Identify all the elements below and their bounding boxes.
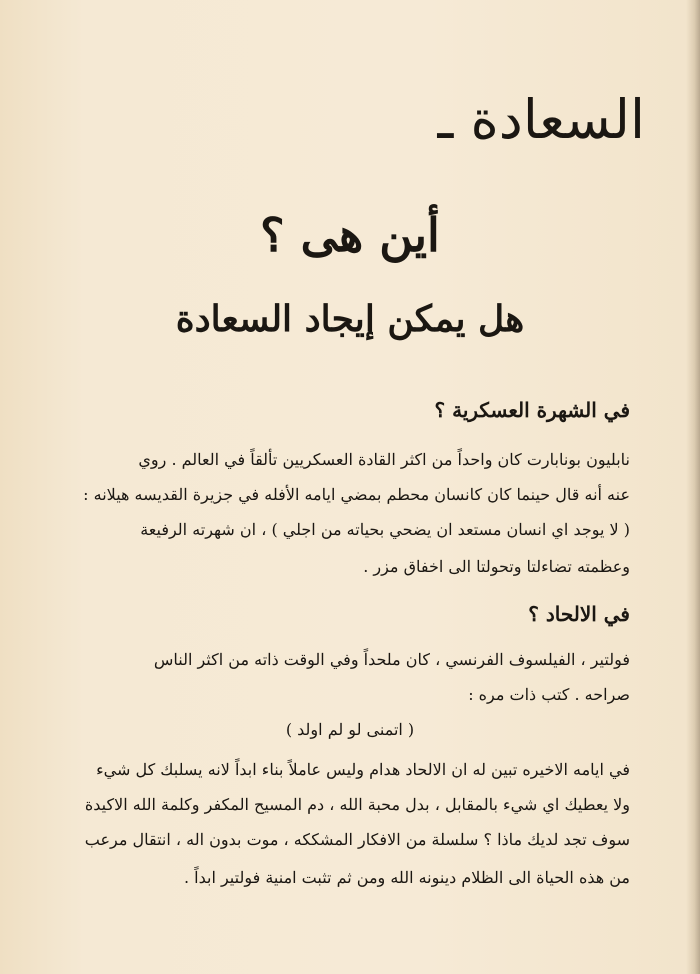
question-heading: أين هى ؟ <box>260 208 440 262</box>
paragraph-line: فولتير ، الفيلسوف الفرنسي ، كان ملحداً وفي الوقت ذاته من اكثر الناس <box>153 650 630 669</box>
paragraph-line: في ايامه الاخيره تبين له ان الالحاد هدام وليس عاملاً بناء ابداً لانه يسلبك كل شيء <box>96 760 630 779</box>
paragraph-line: ولا يعطيك اي شيء بالمقابل ، بدل محبة الله ، دم المسيح المكفر وكلمة الله الاكيدة <box>84 795 630 814</box>
paragraph-line: عنه أنه قال حينما كان كانسان محطم بمضي ايامه الأفله في جزيرة القديسه هيلانه : <box>83 485 630 504</box>
paragraph-line: صراحه . كتب ذات مره : <box>468 685 630 704</box>
paragraph-line: وعظمته تضاءلتا وتحولتا الى اخفاق مزر . <box>363 557 630 576</box>
page-edge-shadow <box>686 0 700 974</box>
paragraph-line: ( لا يوجد اي انسان مستعد ان يضحي بحياته من اجلي ) ، ان شهرته الرفيعة <box>140 520 630 539</box>
main-title: السعادة ـ <box>437 88 645 151</box>
paragraph-line: سوف تجد لديك ماذا ؟ سلسلة من الافكار المشككه ، موت بدون اله ، انتقال مرعب <box>84 830 630 849</box>
paragraph-line: نابليون بونابارت كان واحداً من اكثر القادة العسكريين تألقاً في العالم . روي <box>138 450 630 469</box>
quote-line: ( اتمنى لو لم اولد ) <box>285 720 415 739</box>
section-heading-military: في الشهرة العسكرية ؟ <box>434 398 630 422</box>
section-heading-atheism: في الالحاد ؟ <box>528 602 630 626</box>
subtitle-heading: هل يمكن إيجاد السعادة <box>175 298 525 340</box>
paragraph-line: من هذه الحياة الى الظلام دينونه الله ومن ثم تثبت امنية فولتير ابداً . <box>183 868 630 887</box>
